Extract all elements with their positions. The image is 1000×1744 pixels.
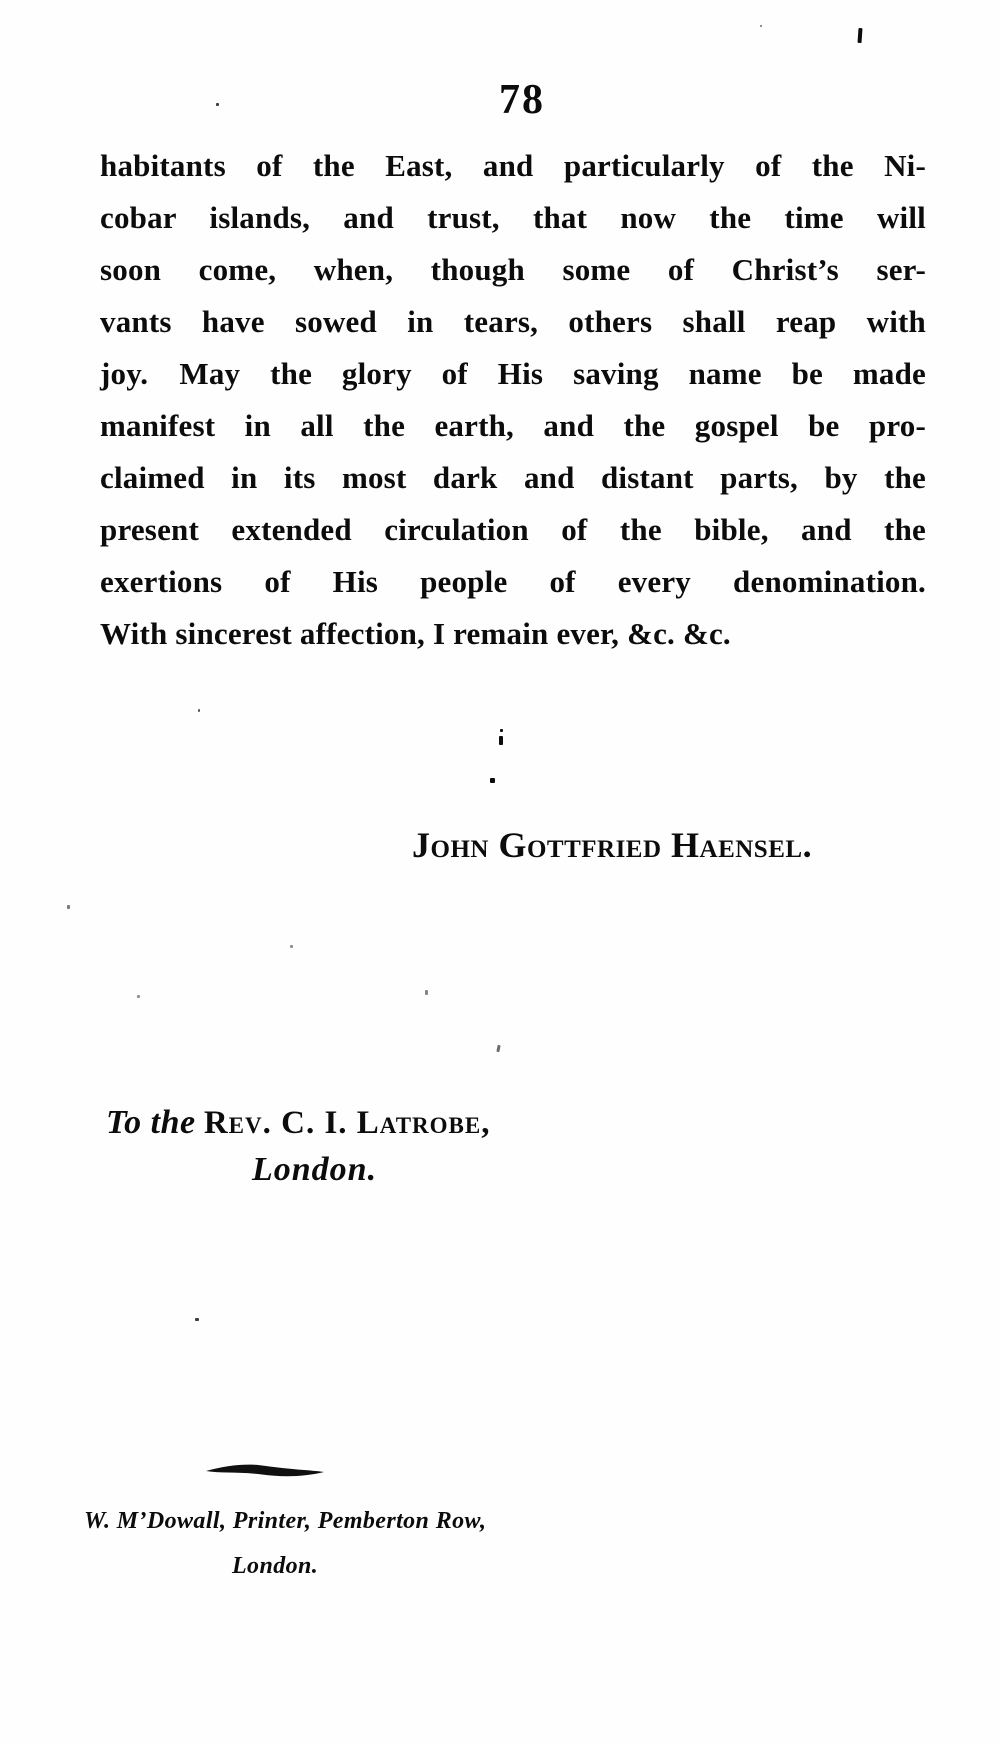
body-line: cobar islands, and trust, that now the time will xyxy=(100,200,926,235)
body-line: present extended circulation of the bible, and the xyxy=(100,512,926,547)
body-line: soon come, when, though some of Christ’s ser- xyxy=(100,252,926,287)
page-number: 78 xyxy=(499,77,545,123)
ink-speck xyxy=(499,736,503,745)
body-line: exertions of His people of every denomination. xyxy=(100,564,926,599)
address-salutation: To the xyxy=(106,1104,196,1141)
ink-speck xyxy=(490,778,495,783)
ink-speck xyxy=(760,25,762,27)
body-line: With sincerest affection, I remain ever, &c. &c. xyxy=(100,616,731,651)
ink-speck xyxy=(198,709,200,712)
body-line: vants have sowed in tears, others shall reap with xyxy=(100,304,926,339)
ink-speck xyxy=(857,28,862,43)
ink-speck xyxy=(425,990,428,995)
body-line: manifest in all the earth, and the gospel be pro- xyxy=(100,408,926,443)
body-line: claimed in its most dark and distant parts, by the xyxy=(100,460,926,495)
letter-body xyxy=(100,140,926,660)
ink-speck xyxy=(67,905,70,909)
ink-speck xyxy=(137,995,140,998)
ink-speck xyxy=(195,1318,199,1321)
imprint-city: London. xyxy=(232,1553,319,1579)
printer-rule xyxy=(206,1461,328,1481)
address-city: London. xyxy=(252,1151,378,1188)
ink-speck xyxy=(216,103,219,106)
ink-speck xyxy=(290,945,293,948)
signature-line: John Gottfried Haensel. xyxy=(412,825,813,865)
address-name: Rev. C. I. Latrobe, xyxy=(203,1105,491,1141)
ink-speck xyxy=(496,1045,500,1052)
ink-speck xyxy=(500,729,503,732)
body-line: joy. May the glory of His saving name be made xyxy=(100,356,926,391)
address-line xyxy=(106,1104,491,1142)
body-line: habitants of the East, and particularly of the Ni- xyxy=(100,148,926,183)
imprint-line: W. M’Dowall, Printer, Pemberton Row, xyxy=(84,1508,487,1534)
